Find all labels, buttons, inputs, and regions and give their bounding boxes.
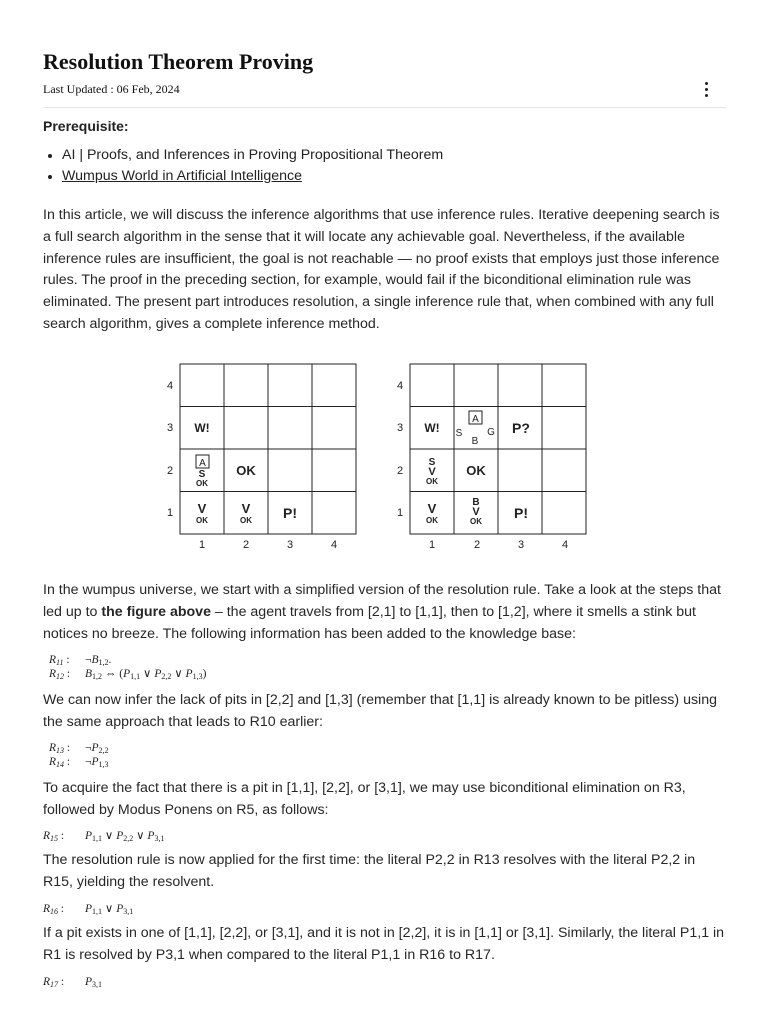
row-label: 3 <box>166 422 174 434</box>
stench-marker: S <box>428 457 436 468</box>
paragraph-text: In the wumpus universe, we start with a simplified version of the resolution rule. Take a look at the steps that led up to <box>43 582 721 620</box>
pit-exists-paragraph: If a pit exists in one of [1,1], [2,2], or [3,1], and it is not in [2,2], it is in [1,1] or [3,1]. Similarly, the literal P1,1 in R1 is resolved by P3,1 when compared to the literal P1,1 in R16 to R17. <box>43 925 725 963</box>
wumpus-world-link[interactable]: Wumpus World in Artificial Intelligence <box>62 168 302 184</box>
right-col-labels <box>429 539 568 551</box>
visited-marker: V <box>428 466 436 478</box>
ok-marker: OK <box>426 477 438 486</box>
agent-marker: A <box>199 458 206 469</box>
formula-r14: $R_{14}$ : $\neg P_{1,3}$ <box>49 756 109 769</box>
row-label: 3 <box>396 422 404 434</box>
right-wumpus-grid <box>410 364 586 534</box>
col-label: 2 <box>242 539 250 551</box>
row-label: 1 <box>166 507 174 519</box>
col-label: 4 <box>330 539 338 551</box>
possible-pit-marker: P? <box>512 420 530 436</box>
ok-marker: OK <box>466 463 486 478</box>
formula-r17: $R_{17}$ : $P_{3,1}$ <box>43 976 103 989</box>
right-row-labels <box>397 380 403 519</box>
stench-marker: S <box>198 469 206 480</box>
formula-r12: $R_{12}$ : $B_{1,2}$ ⇔ ($P_{1,1}$ ∨ $P_{2,2}$ ∨ $P_{1,3}$) <box>49 668 207 681</box>
figure-reference: the figure above <box>101 603 211 620</box>
visited-marker: V <box>197 501 207 516</box>
row-label: 2 <box>396 465 404 477</box>
row-label: 1 <box>396 507 404 519</box>
prereq-item-proofs: AI | Proofs, and Inferences in Proving Propositional Theorem <box>62 147 444 163</box>
col-label: 3 <box>286 539 294 551</box>
prerequisite-heading: Prerequisite: <box>43 118 129 134</box>
col-label: 3 <box>517 539 525 551</box>
wumpus-marker: W! <box>424 421 440 435</box>
visited-marker: V <box>427 501 437 516</box>
left-col-labels <box>199 539 337 551</box>
ok-marker: OK <box>240 516 252 525</box>
breeze-marker: B <box>471 436 479 447</box>
row-label: 2 <box>166 465 174 477</box>
col-label: 1 <box>198 539 206 551</box>
right-grid-cells <box>424 411 530 526</box>
infer-paragraph: We can now infer the lack of pits in [2,2] and [1,3] (remember that [1,1] is already known to be pitless) using the same approach that leads to R10 earlier: <box>43 692 717 730</box>
pit-marker: P! <box>283 505 297 521</box>
col-label: 2 <box>473 539 481 551</box>
ok-marker: OK <box>470 517 482 526</box>
intro-paragraph: In this article, we will discuss the inference algorithms that use inference rules. Iterative deepening search is a full search algorithm in the sense that it will locate any achievable goal. Nevertheless, if the available inference rules are insufficient, the goal is not reachable — no proof exists that employs just those inference rules. The proof in the preceding section, for example, would fail if the biconditional elimination rule was eliminated. The present part introduces resolution, a single inference rule that, when combined with any full search algorithm, gives a complete inference method. <box>43 207 720 332</box>
ok-marker: OK <box>196 479 208 488</box>
stench-marker: S <box>455 428 463 439</box>
last-updated-date: Last Updated : 06 Feb, 2024 <box>43 82 180 96</box>
col-label: 4 <box>561 539 569 551</box>
glitter-marker: G <box>487 427 495 438</box>
biconditional-paragraph: To acquire the fact that there is a pit in [1,1], [2,2], or [3,1], we may use biconditional elimination on R3, followed by Modus Ponens on R5, as follows: <box>43 780 686 818</box>
visited-marker: V <box>472 506 480 518</box>
resolution-paragraph: The resolution rule is now applied for the first time: the literal P2,2 in R13 resolves with the literal P2,2 in R15, yielding the resolvent. <box>43 852 696 890</box>
wumpus-marker: W! <box>194 421 210 435</box>
row-label: 4 <box>166 380 174 392</box>
formula-r13: $R_{13}$ : $\neg P_{2,2}$ <box>49 742 109 755</box>
ok-marker: OK <box>196 516 208 525</box>
pit-marker: P! <box>514 505 528 521</box>
ok-marker: OK <box>426 516 438 525</box>
agent-marker: A <box>472 414 479 425</box>
formula-r16: $R_{16}$ : $P_{1,1}$ ∨ $P_{3,1}$ <box>43 903 134 916</box>
wumpus-steps-paragraph <box>43 580 729 645</box>
left-grid-cells <box>194 421 297 525</box>
left-row-labels <box>167 380 173 519</box>
left-wumpus-grid <box>180 364 356 534</box>
formula-r15: $R_{15}$ : $P_{1,1}$ ∨ $P_{2,2}$ ∨ $P_{3,1}$ <box>43 830 165 843</box>
formula-r11: $R_{11}$ : $\neg B_{1,2}$. <box>49 654 112 667</box>
ok-marker: OK <box>236 463 256 478</box>
visited-marker: V <box>241 501 251 516</box>
paragraph-text: – the agent travels from [2,1] to [1,1], then to [1,2], where it smells a stink but notices no breeze. The following information has been added to the knowledge base: <box>43 603 696 642</box>
article-title: Resolution Theorem Proving <box>43 49 314 74</box>
col-label: 1 <box>428 539 436 551</box>
row-label: 4 <box>396 380 404 392</box>
breeze-marker: B <box>472 497 480 508</box>
